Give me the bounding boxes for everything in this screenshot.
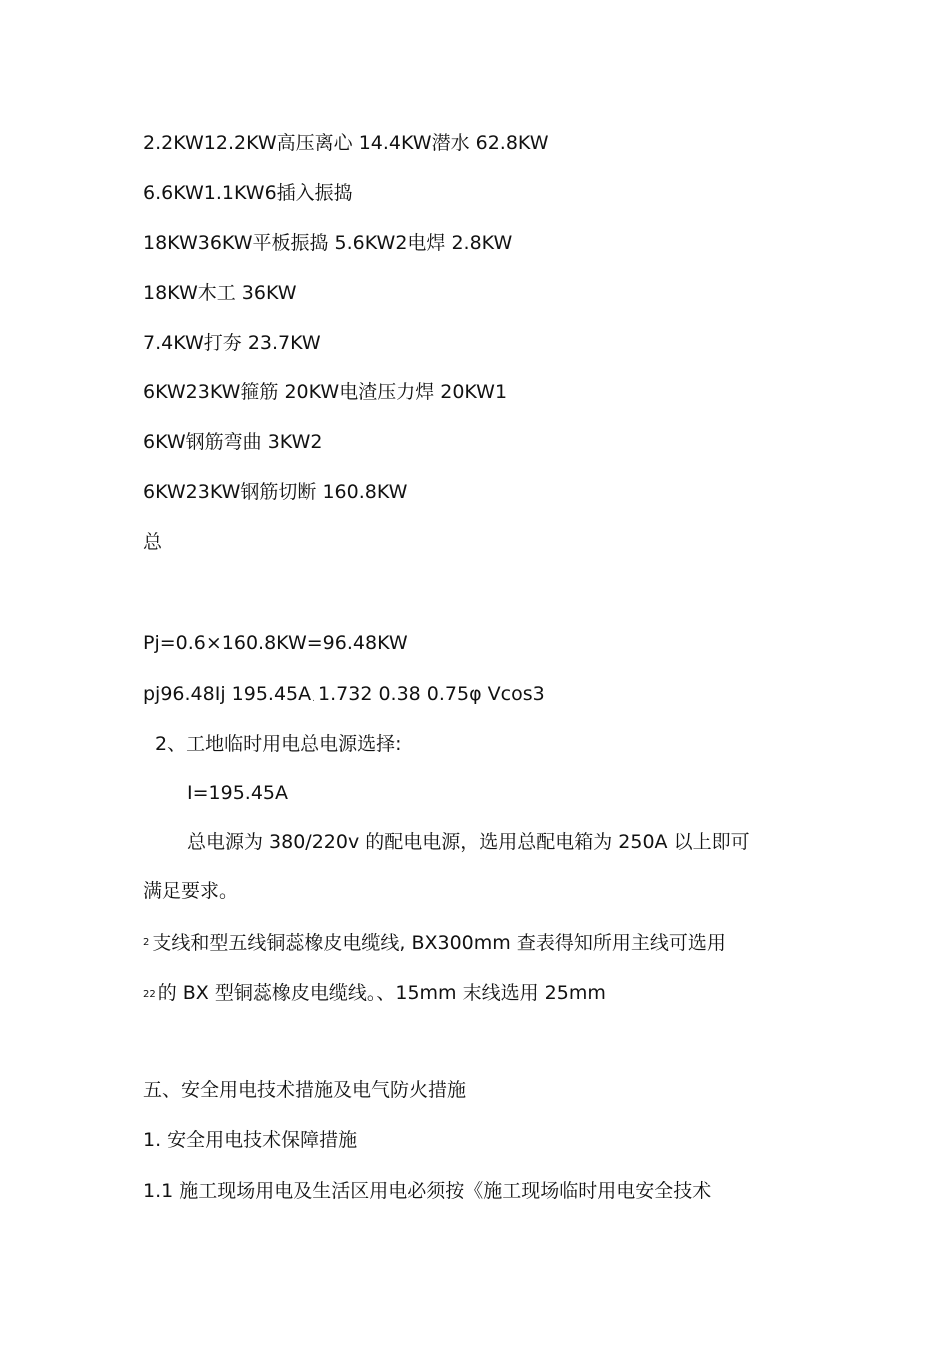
superscript-2: 2 — [143, 937, 150, 948]
section-heading-5: 五、安全用电技术措施及电气防火措施 — [143, 1079, 467, 1101]
pj-formula: Pj=0.6×160.8KW=96.48KW — [143, 632, 408, 654]
current-value: I=195.45A — [187, 782, 289, 804]
superscript-22: 22 — [143, 989, 156, 1000]
load-line-8: 6KW23KW钢筋切断 160.8KW — [143, 481, 408, 503]
load-line-7: 6KW钢筋弯曲 3KW2 — [143, 431, 323, 453]
paragraph-power-supply-cont: 满足要求。 — [143, 880, 239, 902]
current-formula-dot: . — [312, 694, 316, 704]
load-line-5: 7.4KW打夯 23.7KW — [143, 332, 321, 354]
load-line-4: 18KW木工 36KW — [143, 282, 297, 304]
section-heading-2: 2、工地临时用电总电源选择: — [155, 733, 402, 755]
current-formula-part1: pj96.48Ij 195.45A — [143, 683, 312, 705]
clause-1-1: 1.1 施工现场用电及生活区用电必须按《施工现场临时用电安全技术 — [143, 1180, 712, 1202]
load-line-6: 6KW23KW箍筋 20KW电渣压力焊 20KW1 — [143, 381, 508, 403]
load-line-2: 6.6KW1.1KW6插入振捣 — [143, 182, 353, 204]
current-formula-part2: 1.732 0.38 0.75φ Vcos3 — [318, 683, 545, 705]
subsection-heading-1: 1. 安全用电技术保障措施 — [143, 1129, 358, 1151]
cable-line-2-text: 的 BX 型铜蕊橡皮电缆线。、15mm 末线选用 25mm — [157, 982, 606, 1004]
load-line-1: 2.2KW12.2KW高压离心 14.4KW潜水 62.8KW — [143, 132, 549, 154]
cable-line-2 — [143, 981, 606, 1007]
cable-line-1 — [143, 931, 726, 955]
total-label: 总 — [143, 531, 163, 553]
current-formula — [143, 682, 545, 711]
paragraph-power-supply: 总电源为 380/220v 的配电电源，选用总配电箱为 250A 以上即可 — [187, 831, 750, 853]
load-line-3: 18KW36KW平板振捣 5.6KW2电焊 2.8KW — [143, 232, 513, 254]
cable-line-1-text: 支线和型五线铜蕊橡皮电缆线, BX300mm 查表得知所用主线可选用 — [152, 932, 726, 954]
